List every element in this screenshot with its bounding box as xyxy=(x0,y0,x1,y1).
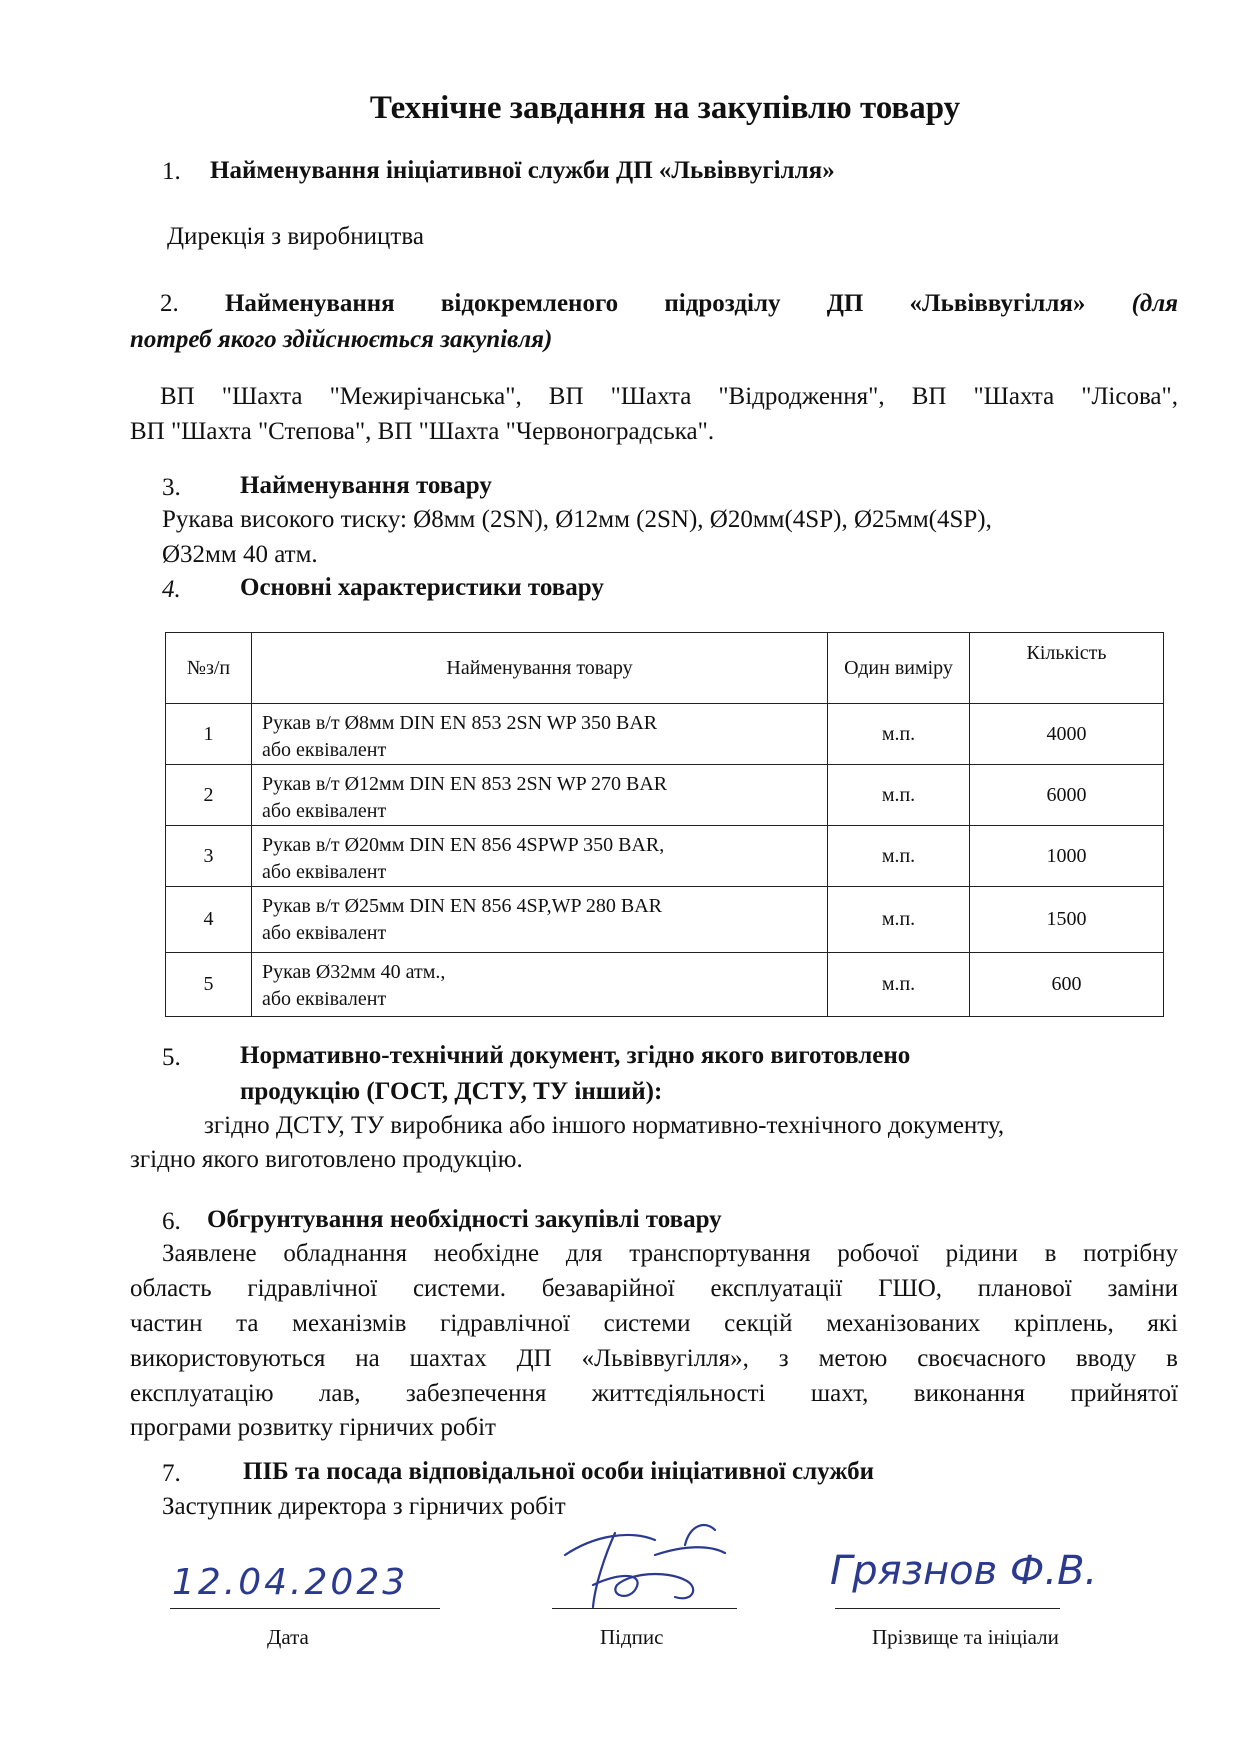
table-row xyxy=(166,887,1164,953)
section-7-body: Заступник директора з гірничих робіт xyxy=(162,1493,566,1520)
table-row xyxy=(166,704,1164,765)
row-number: 2 xyxy=(166,765,252,826)
section-2-body-line-2: ВП "Шахта "Степова", ВП "Шахта "Червоноградська". xyxy=(130,418,715,445)
row-name xyxy=(252,704,828,765)
signature-line xyxy=(552,1608,737,1609)
row-number: 1 xyxy=(166,704,252,765)
section-5-body-line-2: згідно якого виготовлено продукцію. xyxy=(130,1146,523,1173)
section-6-heading: Обгрунтування необхідності закупівлі товару xyxy=(207,1206,722,1233)
table-row xyxy=(166,826,1164,887)
section-2-heading: Найменування відокремленого підрозділу ДП «Львіввугілля» xyxy=(224,290,1086,317)
section-3-number: 3. xyxy=(162,474,181,501)
row-unit: м.п. xyxy=(828,765,970,826)
section-5-body-line-1: згідно ДСТУ, ТУ виробника або іншого нормативно-технічного документу, xyxy=(204,1112,1005,1139)
row-number: 4 xyxy=(166,887,252,953)
section-6-body-line: область гідравлічної системи. безаварійної експлуатації ГШО, планової заміни xyxy=(130,1275,1178,1302)
row-unit: м.п. xyxy=(828,826,970,887)
row-name xyxy=(252,953,828,1017)
table-header-row xyxy=(166,633,1164,704)
row-name-line-1: Рукав в/т Ø20мм DIN EN 856 4SPWP 350 BAR, xyxy=(262,834,665,856)
col-header-unit: Один виміру xyxy=(828,633,970,704)
section-7-heading: ПІБ та посада відповідальної особи ініціативної служби xyxy=(243,1458,875,1485)
row-name-line-1: Рукав в/т Ø12мм DIN EN 853 2SN WP 270 BAR xyxy=(262,773,668,795)
section-2-heading-line xyxy=(160,290,1178,318)
section-4-number: 4. xyxy=(162,576,181,603)
row-name-line-1: Рукав в/т Ø8мм DIN EN 853 2SN WP 350 BAR xyxy=(262,712,658,734)
date-caption: Дата xyxy=(267,1625,309,1649)
section-6-number: 6. xyxy=(162,1208,181,1235)
section-1-body: Дирекція з виробництва xyxy=(167,223,424,250)
name-caption: Прізвище та ініціали xyxy=(872,1625,1059,1649)
table-row xyxy=(166,953,1164,1017)
row-name-line-1: Рукав в/т Ø25мм DIN EN 856 4SP,WP 280 BAR xyxy=(262,895,662,917)
section-5-heading-line-2: продукцію (ГОСТ, ДСТУ, ТУ інший): xyxy=(240,1078,663,1105)
row-name-line-1: Рукав Ø32мм 40 атм., xyxy=(262,961,446,983)
section-2-note-end: потреб якого здійснюється закупівля) xyxy=(130,326,553,353)
section-6-body-line: Заявлене обладнання необхідне для транспортування робочої рідини в потрібну xyxy=(162,1240,1178,1267)
section-6-body-line: частин та механізмів гідравлічної системи секцій механізованих кріплень, які xyxy=(130,1310,1178,1337)
row-quantity: 6000 xyxy=(970,765,1164,826)
signature-caption: Підпис xyxy=(600,1625,664,1649)
name-line xyxy=(835,1608,1060,1609)
section-1-number: 1. xyxy=(162,158,181,185)
row-quantity: 4000 xyxy=(970,704,1164,765)
section-5-number: 5. xyxy=(162,1044,181,1071)
signature-mark xyxy=(535,1515,735,1615)
row-quantity: 1500 xyxy=(970,887,1164,953)
row-unit: м.п. xyxy=(828,887,970,953)
row-number: 3 xyxy=(166,826,252,887)
table-row xyxy=(166,765,1164,826)
row-quantity: 1000 xyxy=(970,826,1164,887)
section-2-body-line-1: ВП "Шахта "Межирічанська", ВП "Шахта "Відродження", ВП "Шахта "Лісова", xyxy=(160,383,1178,410)
section-3-body-line-2: Ø32мм 40 атм. xyxy=(162,541,318,568)
row-unit: м.п. xyxy=(828,953,970,1017)
row-name-line-2: або еквівалент xyxy=(262,922,387,944)
section-5-heading-line-1: Нормативно-технічний документ, згідно якого виготовлено xyxy=(240,1042,911,1069)
col-header-name: Найменування товару xyxy=(252,633,828,704)
document-title: Технічне завдання на закупівлю товару xyxy=(369,90,961,126)
section-2-number: 2. xyxy=(160,290,179,317)
section-1-heading: Найменування ініціативної служби ДП «Львіввугілля» xyxy=(210,157,835,184)
product-spec-table xyxy=(165,632,1164,1017)
row-number: 5 xyxy=(166,953,252,1017)
row-name xyxy=(252,826,828,887)
row-name xyxy=(252,765,828,826)
section-6-body-line: експлуатацію лав, забезпечення життєдіяльності шахт, виконання прийнятої xyxy=(130,1380,1178,1407)
section-6-body-line: програми розвитку гірничих робіт xyxy=(130,1414,496,1441)
row-name-line-2: або еквівалент xyxy=(262,988,387,1010)
row-name-line-2: або еквівалент xyxy=(262,800,387,822)
col-header-quantity: Кількість xyxy=(970,633,1164,704)
col-header-number: №з/п xyxy=(166,633,252,704)
row-name-line-2: або еквівалент xyxy=(262,739,387,761)
section-7-number: 7. xyxy=(162,1460,181,1487)
section-4-heading: Основні характеристики товару xyxy=(240,574,604,601)
row-name-line-2: або еквівалент xyxy=(262,861,387,883)
row-quantity: 600 xyxy=(970,953,1164,1017)
section-3-heading: Найменування товару xyxy=(240,472,492,499)
row-name xyxy=(252,887,828,953)
row-unit: м.п. xyxy=(828,704,970,765)
section-2-note-start: (для xyxy=(1131,290,1179,317)
handwritten-date: 12.04.2023 xyxy=(172,1562,409,1603)
handwritten-name: Грязнов Ф.В. xyxy=(830,1548,1098,1594)
section-3-body-line-1: Рукава високого тиску: Ø8мм (2SN), Ø12мм (2SN), Ø20мм(4SP), Ø25мм(4SP), xyxy=(162,506,992,533)
section-6-body-line: використовуються на шахтах ДП «Львіввугілля», з метою своєчасного вводу в xyxy=(130,1345,1178,1372)
date-line xyxy=(170,1608,440,1609)
